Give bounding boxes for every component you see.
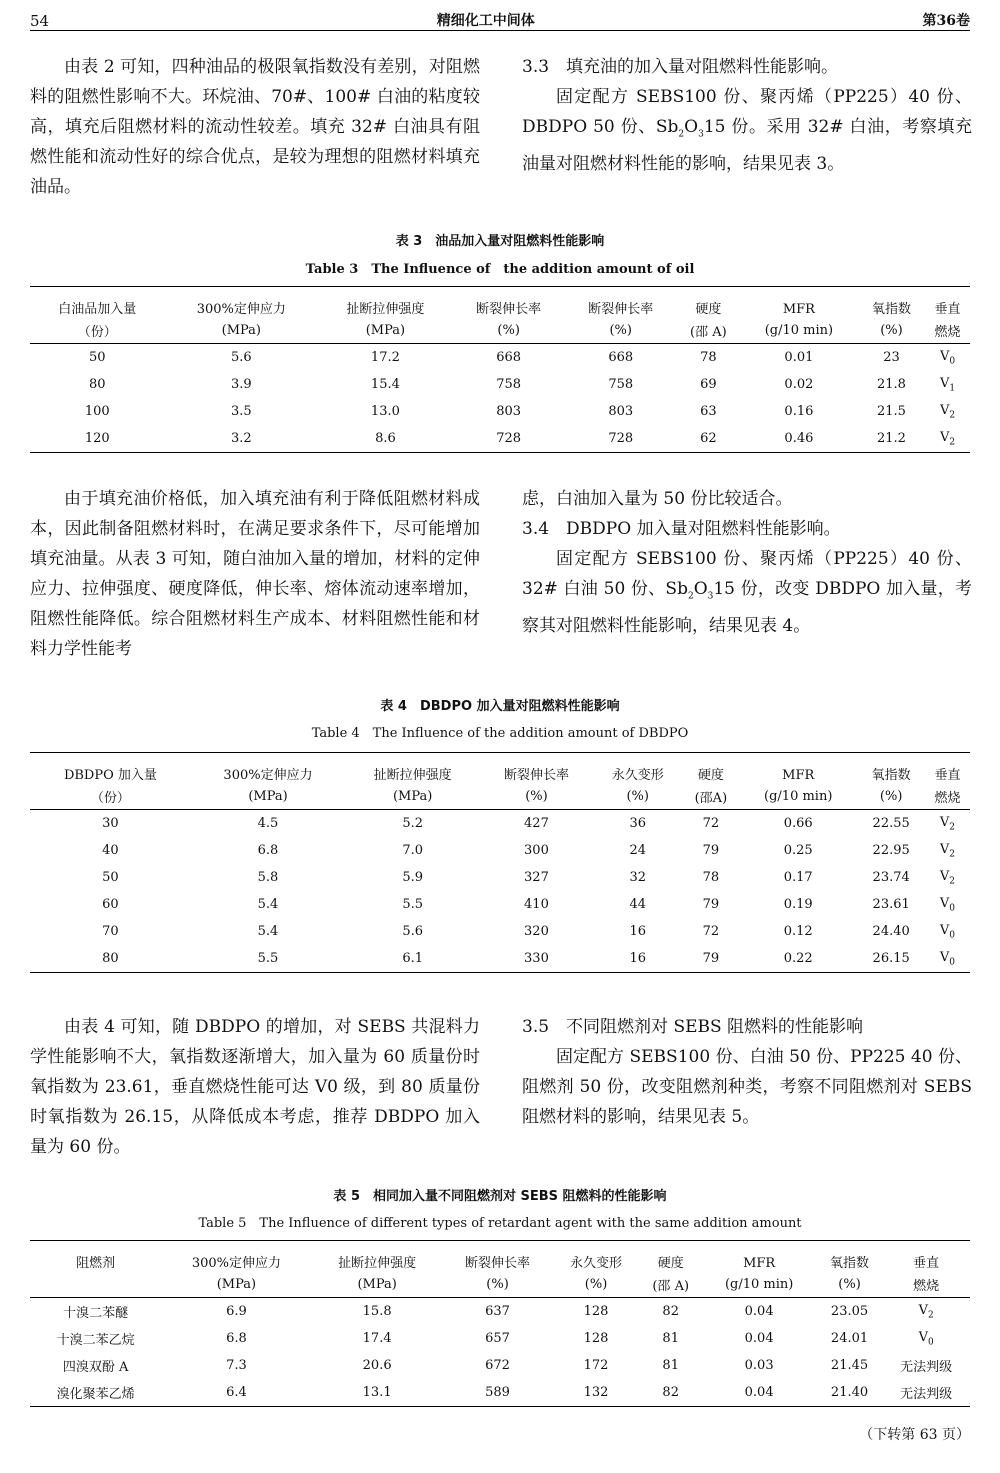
table3-header-cell: MFR xyxy=(740,287,858,318)
table4-subheader-cell: 燃烧 xyxy=(925,783,970,810)
table-row xyxy=(30,864,970,891)
table5-subheader-cell: (邵 A) xyxy=(640,1271,702,1298)
table5-header-cell: 扯断拉伸强度 xyxy=(311,1241,442,1272)
table3-header-cell: 垂直 xyxy=(925,287,970,318)
paragraph-table4-discussion: 由表 4 可知，随 DBDPO 的增加，对 SEBS 共混料力学性能影响不大，氧指数逐渐增大，加入量为 60 质量份时氧指数为 23.61，垂直燃烧性能可达 V0 级，到 80 质量份时氧指数为 26.15，从降低成本考虑，推荐 DBDPO 加入量为 60 份。 xyxy=(30,1017,480,1157)
table-cell: 80 xyxy=(88,377,106,392)
table-cell: 24.40 xyxy=(872,924,910,939)
table-row xyxy=(30,891,970,918)
table-cell: 728 xyxy=(565,425,677,453)
table-row xyxy=(30,344,970,372)
table-cell: 320 xyxy=(524,924,549,939)
table-cell: $V_0$ xyxy=(939,895,956,914)
table-cell: 128 xyxy=(583,1331,609,1346)
table5-header-cell: 氧指数 xyxy=(817,1241,883,1272)
table-cell: 657 xyxy=(485,1331,510,1346)
table5-caption-cn: 表 5 相同加入量不同阻燃剂对 SEBS 阻燃料的性能影响 xyxy=(333,1189,667,1204)
table4-caption-cn: 表 4 DBDPO 加入量对阻燃料性能影响 xyxy=(380,699,620,714)
table-cell: 6.8 xyxy=(226,1331,247,1346)
left-column-1 xyxy=(30,52,480,202)
table-cell: $V_0$ xyxy=(939,922,956,941)
table-cell: 803 xyxy=(608,404,634,419)
right-column-3 xyxy=(522,1012,972,1132)
table-cell: 16 xyxy=(629,924,646,939)
table3-caption-en: Table 3 The Influence of the addition amount of oil xyxy=(305,262,695,277)
table-row xyxy=(30,371,970,398)
table-cell: 13.1 xyxy=(311,1379,442,1407)
table-cell: 81 xyxy=(662,1331,679,1346)
table-row xyxy=(30,1325,970,1352)
table5-subheader-cell xyxy=(30,1271,161,1298)
table-cell: 78 xyxy=(700,350,717,365)
table5-header-cell: 断裂伸长率 xyxy=(443,1241,552,1272)
table-cell: 637 xyxy=(485,1304,510,1319)
table5-header-cell: MFR xyxy=(702,1241,817,1272)
table4-subheader-cell: (%) xyxy=(857,783,925,810)
table3-subheader-cell: 燃烧 xyxy=(925,317,970,344)
table4-subheader-cell: (g/10 min) xyxy=(739,783,857,810)
table-cell: 5.4 xyxy=(257,897,279,912)
table-cell: 0.04 xyxy=(744,1331,774,1346)
table-cell: 溴化聚苯乙烯 xyxy=(30,1379,161,1407)
table-cell: 60 xyxy=(102,897,119,912)
table-cell: 20.6 xyxy=(362,1358,392,1373)
section-3-3-heading: 3.3 填充油的加入量对阻燃料性能影响。 xyxy=(522,57,839,77)
table-cell: 5.9 xyxy=(402,870,424,885)
table3-header-cell: 扯断拉伸强度 xyxy=(318,287,452,318)
table-cell: 5.6 xyxy=(230,350,252,365)
table-cell: 0.02 xyxy=(784,377,814,392)
table4-subheader-cell: (邵A) xyxy=(683,783,739,810)
right-column-2 xyxy=(522,484,972,641)
table-cell: 0.22 xyxy=(739,945,857,973)
table-4 xyxy=(30,752,970,973)
table5-header-cell: 硬度 xyxy=(640,1241,702,1272)
table4-header-cell: 氧指数 xyxy=(857,753,925,784)
table-cell: 36 xyxy=(629,816,646,831)
table3-header-cell: 断裂伸长率 xyxy=(453,287,565,318)
table-cell: 十溴二苯乙烷 xyxy=(56,1333,135,1348)
paragraph-table3-continuation: 虑，白油加入量为 50 份比较适合。 xyxy=(522,489,793,509)
table-cell: 5.8 xyxy=(257,870,279,885)
table-cell: 132 xyxy=(552,1379,640,1407)
table-cell: 23 xyxy=(883,350,900,365)
table5-subheader-cell: (%) xyxy=(443,1271,552,1298)
table-cell: 44 xyxy=(629,897,646,912)
table-cell: 78 xyxy=(702,870,720,885)
table-cell: 23.74 xyxy=(872,870,910,885)
table3-subheader-cell: (MPa) xyxy=(164,317,318,344)
table-cell: 22.95 xyxy=(872,843,910,858)
table-cell: 728 xyxy=(453,425,565,453)
running-header xyxy=(30,4,970,30)
table4-subheader-cell: （份） xyxy=(30,783,191,810)
table-cell: 无法判级 xyxy=(900,1360,953,1375)
header-rule xyxy=(30,30,970,31)
table-cell: $V_2$ xyxy=(925,425,970,453)
table-cell: 十溴二苯醚 xyxy=(63,1306,129,1321)
table-cell: 803 xyxy=(496,404,522,419)
table-cell: 427 xyxy=(524,816,549,831)
table-cell: 3.2 xyxy=(164,425,318,453)
table5-header-cell: 垂直 xyxy=(882,1241,970,1272)
table3-caption-cn: 表 3 油品加入量对阻燃料性能影响 xyxy=(395,234,605,249)
table-cell: 23.05 xyxy=(830,1304,869,1319)
table-cell: 5.2 xyxy=(402,816,424,831)
page-number: 54 xyxy=(30,12,50,30)
table-cell: 82 xyxy=(640,1379,702,1407)
table-5 xyxy=(30,1240,970,1407)
table-cell: 589 xyxy=(443,1379,552,1407)
table-cell: $V_0$ xyxy=(939,348,956,367)
table-cell: 410 xyxy=(524,897,549,912)
table-cell: 24 xyxy=(629,843,646,858)
table-cell: 21.2 xyxy=(858,425,925,453)
table-cell: 120 xyxy=(30,425,164,453)
table4-header-cell: 扯断拉伸强度 xyxy=(345,753,480,784)
table-row xyxy=(30,918,970,945)
table-cell: 15.4 xyxy=(370,377,400,392)
section-3-5-heading: 3.5 不同阻燃剂对 SEBS 阻燃料的性能影响 xyxy=(522,1017,864,1037)
table-cell: 100 xyxy=(84,404,110,419)
table-cell: 79 xyxy=(683,945,739,973)
table-cell: 172 xyxy=(583,1358,609,1373)
table5-subheader-cell: (%) xyxy=(552,1271,640,1298)
table-row xyxy=(30,1298,970,1326)
table3-subheader-cell: (%) xyxy=(565,317,677,344)
table-row xyxy=(30,425,970,453)
table-cell: $V_0$ xyxy=(925,945,970,973)
left-column-2 xyxy=(30,484,480,664)
table-cell: 70 xyxy=(102,924,119,939)
table5-header-cell: 300%定伸应力 xyxy=(161,1241,311,1272)
table-cell: 0.04 xyxy=(702,1379,817,1407)
table-cell: 40 xyxy=(102,843,119,858)
table-cell: 79 xyxy=(702,897,720,912)
table3-header-cell: 300%定伸应力 xyxy=(164,287,318,318)
table-cell: 15.8 xyxy=(362,1304,392,1319)
table-cell: 6.1 xyxy=(345,945,480,973)
table3-subheader-cell: (邵 A) xyxy=(677,317,740,344)
table-cell: 82 xyxy=(662,1304,679,1319)
table4-header-cell: 300%定伸应力 xyxy=(191,753,345,784)
table-cell: 672 xyxy=(485,1358,510,1373)
table-cell: 63 xyxy=(700,404,717,419)
table5-subheader-cell: (MPa) xyxy=(161,1271,311,1298)
table-row xyxy=(30,1352,970,1379)
table5-subheader-cell: (%) xyxy=(817,1271,883,1298)
table5-header-cell: 阻燃剂 xyxy=(30,1241,161,1272)
table-cell: 26.15 xyxy=(857,945,925,973)
table-cell: 6.8 xyxy=(257,843,279,858)
table-cell: 5.5 xyxy=(402,897,424,912)
table3-subheader-cell: (MPa) xyxy=(318,317,452,344)
table4-header-cell: DBDPO 加入量 xyxy=(30,753,191,784)
table-cell: 0.19 xyxy=(783,897,813,912)
paragraph-table2-discussion: 由表 2 可知，四种油品的极限氧指数没有差别，对阻燃料的阻燃性影响不大。环烷油、70#、100# 白油的粘度较高，填充后阻燃材料的流动性较差。填充 32# 白油具有阻燃性能和流动性好的综合优点，是较为理想的阻燃材料填充油品。 xyxy=(30,57,480,197)
table-cell: 无法判级 xyxy=(882,1379,970,1407)
table-cell: 6.9 xyxy=(226,1304,247,1319)
table-cell: $V_2$ xyxy=(939,841,956,860)
table-cell: 300 xyxy=(524,843,549,858)
table-cell: 0.04 xyxy=(744,1304,774,1319)
table-row xyxy=(30,837,970,864)
table3-header-cell: 断裂伸长率 xyxy=(565,287,677,318)
table-cell: 32 xyxy=(629,870,646,885)
table4-header-cell: 断裂伸长率 xyxy=(480,753,593,784)
section-3-5-body: 固定配方 SEBS100 份、白油 50 份、PP225 40 份、阻燃剂 50 份，改变阻燃剂种类，考察不同阻燃剂对 SEBS 阻燃材料的影响，结果见表 5。 xyxy=(522,1047,972,1127)
table4-header-cell: 垂直 xyxy=(925,753,970,784)
table-cell: 22.55 xyxy=(872,816,910,831)
table-cell: 0.16 xyxy=(784,404,814,419)
table-cell: 758 xyxy=(496,377,522,392)
right-column-1 xyxy=(522,52,972,179)
table-cell: 50 xyxy=(88,350,106,365)
table-cell: 8.6 xyxy=(318,425,452,453)
table-cell: 668 xyxy=(608,350,634,365)
table-cell: 72 xyxy=(702,924,720,939)
table4-caption-en: Table 4 The Influence of the addition amount of DBDPO xyxy=(311,726,689,741)
left-column-3 xyxy=(30,1012,480,1162)
table-cell: 128 xyxy=(583,1304,609,1319)
table-cell: 330 xyxy=(480,945,593,973)
table-cell: 69 xyxy=(700,377,717,392)
table-cell: 23.61 xyxy=(872,897,910,912)
table-cell: 3.9 xyxy=(230,377,252,392)
table-3 xyxy=(30,286,970,453)
table-cell: 0.01 xyxy=(784,350,814,365)
table-cell: 7.3 xyxy=(226,1358,247,1373)
table5-caption-en: Table 5 The Influence of different types of retardant agent with the same addition amount xyxy=(198,1216,802,1231)
table-cell: 72 xyxy=(702,816,720,831)
table-cell: 13.0 xyxy=(370,404,400,419)
table3-subheader-cell: (g/10 min) xyxy=(740,317,858,344)
table-row xyxy=(30,810,970,838)
section-3-3-body: 固定配方 SEBS100 份、聚丙烯（PP225）40 份、DBDPO 50 份、$Sb_2O_315$ 份。采用 32# 白油，考察填充油量对阻燃材料性能的影响，结果见表 3。 xyxy=(522,87,972,175)
table-cell: 24.01 xyxy=(830,1331,869,1346)
table-cell: 0.25 xyxy=(783,843,813,858)
table3-header-cell: 氧指数 xyxy=(858,287,925,318)
table3-header-cell: 白油品加入量 xyxy=(30,287,164,318)
table-row xyxy=(30,945,970,973)
table4-header-cell: MFR xyxy=(739,753,857,784)
table5-subheader-cell: (MPa) xyxy=(311,1271,442,1298)
table-cell: 21.45 xyxy=(830,1358,869,1373)
table-cell: 5.6 xyxy=(402,924,424,939)
continued-note: （下转第 63 页） xyxy=(859,1427,970,1443)
table-cell: 81 xyxy=(662,1358,679,1373)
table4-header-cell: 永久变形 xyxy=(593,753,683,784)
table-cell: 6.4 xyxy=(161,1379,311,1407)
table-cell: 5.4 xyxy=(257,924,279,939)
table-cell: 0.12 xyxy=(783,924,813,939)
table-cell: 5.5 xyxy=(191,945,345,973)
journal-title: 精细化工中间体 xyxy=(436,13,535,29)
table4-subheader-cell: (MPa) xyxy=(191,783,345,810)
table-cell: 30 xyxy=(102,816,119,831)
table-cell: 62 xyxy=(677,425,740,453)
table-row xyxy=(30,1379,970,1407)
table-cell: 80 xyxy=(30,945,191,973)
table-cell: $V_2$ xyxy=(939,868,956,887)
table3-subheader-cell: (%) xyxy=(453,317,565,344)
table-cell: 7.0 xyxy=(402,843,424,858)
table3-subheader-cell: (%) xyxy=(858,317,925,344)
table-row xyxy=(30,398,970,425)
section-3-4-heading: 3.4 DBDPO 加入量对阻燃料性能影响。 xyxy=(522,519,841,539)
table-cell: $V_2$ xyxy=(939,402,956,421)
paragraph-table3-discussion: 由于填充油价格低，加入填充油有利于降低阻燃材料成本，因此制备阻燃材料时，在满足要求条件下，尽可能增加填充油量。从表 3 可知，随白油加入量的增加，材料的定伸应力、拉伸强度、硬度降低，伸长率、熔体流动速率增加，阻燃性能降低。综合阻燃材料生产成本、材料阻燃性能和材料力学性能考 xyxy=(30,489,480,659)
table5-header-cell: 永久变形 xyxy=(552,1241,640,1272)
table-cell: $V_0$ xyxy=(918,1329,934,1348)
table-cell: 17.2 xyxy=(370,350,400,365)
table-cell: 16 xyxy=(593,945,683,973)
table-cell: 0.66 xyxy=(783,816,813,831)
volume-label: 第36卷 xyxy=(922,13,970,29)
table4-subheader-cell: (MPa) xyxy=(345,783,480,810)
table-cell: 17.4 xyxy=(362,1331,392,1346)
section-3-4-body: 固定配方 SEBS100 份、聚丙烯（PP225）40 份、32# 白油 50 份、$Sb_2O_315$ 份，改变 DBDPO 加入量，考察其对阻燃料性能影响，结果见表 4。 xyxy=(522,549,972,637)
table4-subheader-cell: (%) xyxy=(480,783,593,810)
table-cell: $V_2$ xyxy=(918,1302,934,1321)
table-cell: 758 xyxy=(608,377,634,392)
table4-header-cell: 硬度 xyxy=(683,753,739,784)
table-cell: 0.03 xyxy=(744,1358,774,1373)
table-cell: 668 xyxy=(496,350,522,365)
table-cell: 4.5 xyxy=(257,816,279,831)
table4-subheader-cell: (%) xyxy=(593,783,683,810)
table-cell: 21.5 xyxy=(876,404,906,419)
table-cell: 327 xyxy=(524,870,549,885)
table-cell: 3.5 xyxy=(230,404,252,419)
table-cell: 0.46 xyxy=(740,425,858,453)
table5-subheader-cell: (g/10 min) xyxy=(702,1271,817,1298)
table-cell: 四溴双酚 A xyxy=(62,1360,129,1375)
table-cell: 0.17 xyxy=(783,870,813,885)
table-cell: $V_2$ xyxy=(939,814,956,833)
table-cell: 79 xyxy=(702,843,720,858)
table5-subheader-cell: 燃烧 xyxy=(882,1271,970,1298)
table-cell: $V_1$ xyxy=(939,375,956,394)
table-cell: 21.8 xyxy=(876,377,906,392)
table3-subheader-cell: （份） xyxy=(30,317,164,344)
table3-header-cell: 硬度 xyxy=(677,287,740,318)
table-cell: 21.40 xyxy=(817,1379,883,1407)
table-cell: 50 xyxy=(102,870,119,885)
